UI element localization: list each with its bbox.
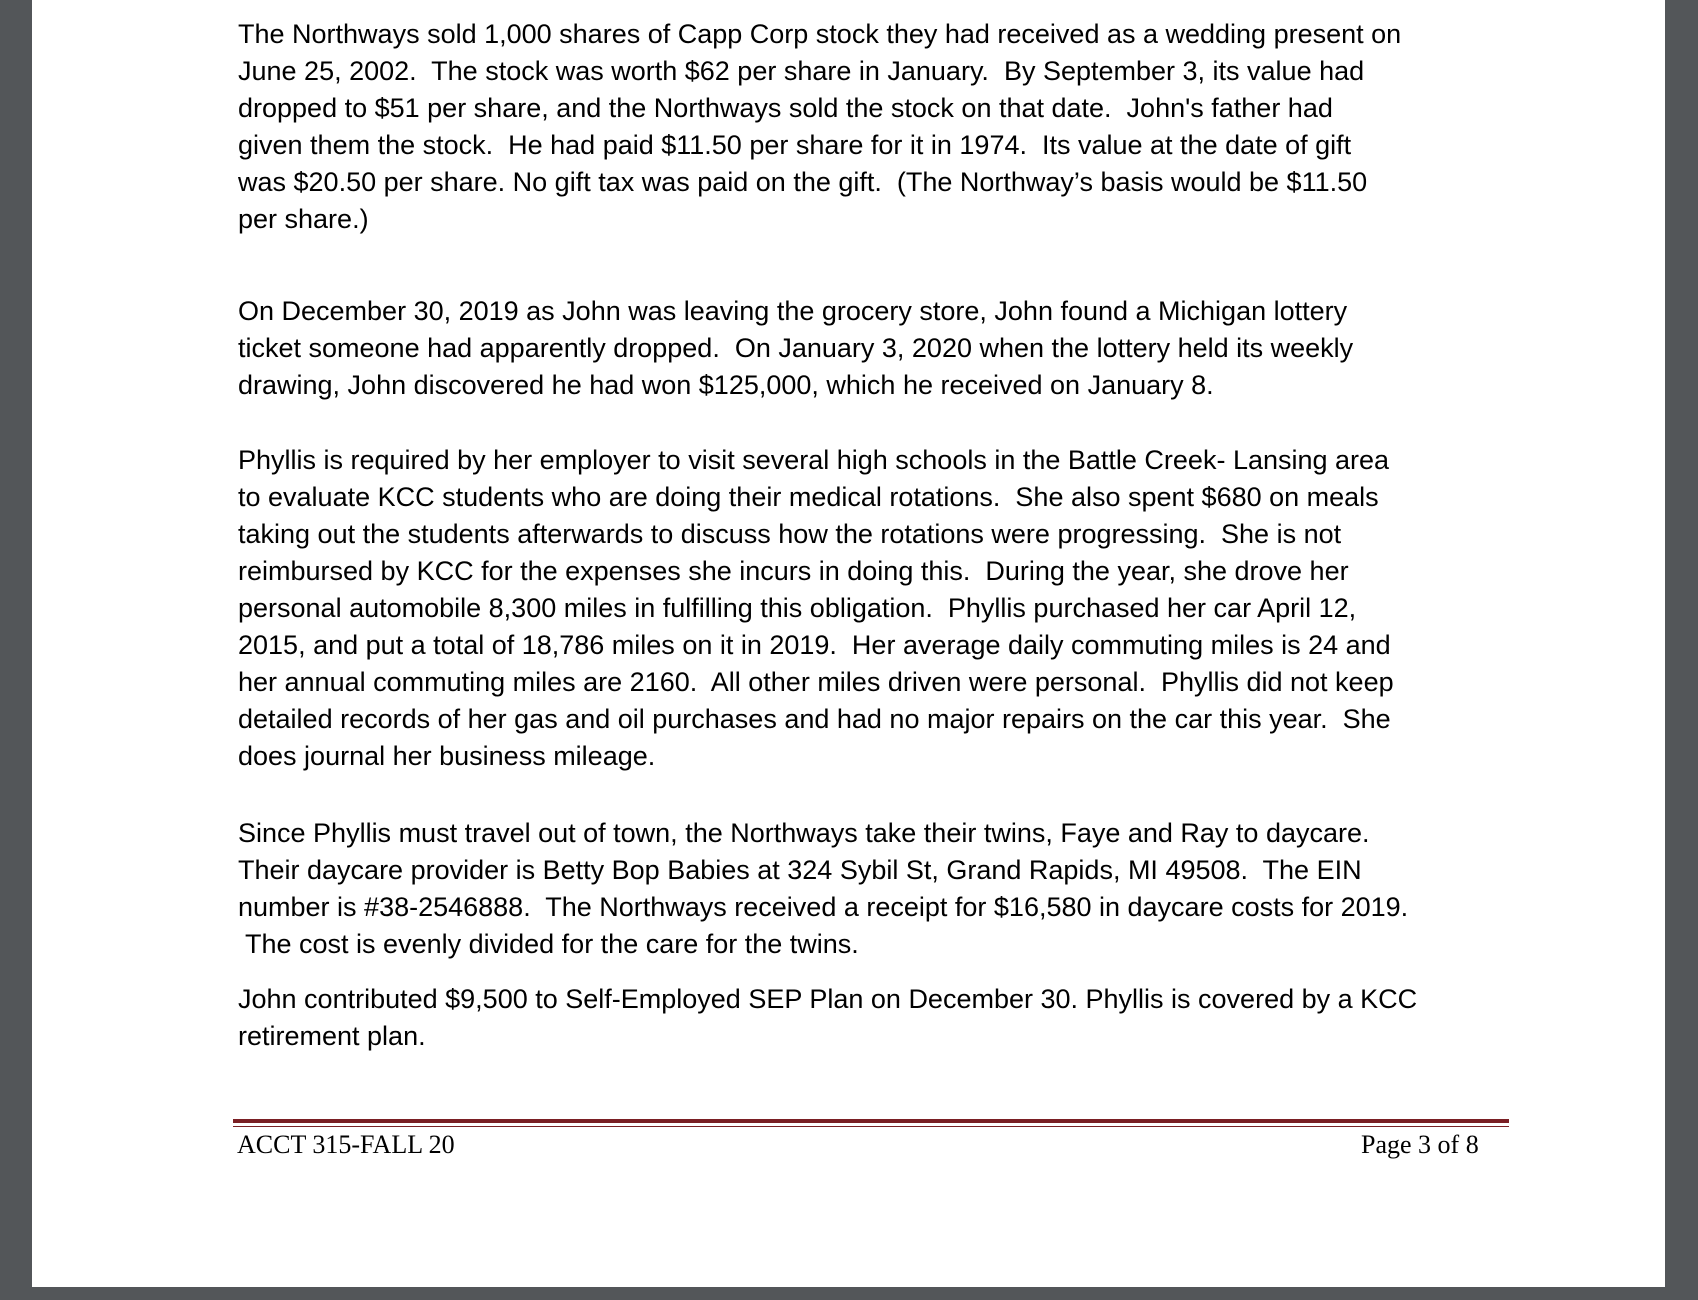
text-line: given them the stock. He had paid $11.50 per share for it in 1974. Its value at the date of gift: [238, 130, 1352, 160]
footer-page-number: Page 3 of 8: [1361, 1130, 1479, 1159]
text-line: June 25, 2002. The stock was worth $62 per share in January. By September 3, its value had: [238, 56, 1365, 86]
text-line: her annual commuting miles are 2160. All other miles driven were personal. Phyllis did not keep: [238, 667, 1394, 697]
text-line: dropped to $51 per share, and the Northways sold the stock on that date. John's father had: [238, 93, 1333, 123]
text-line: reimbursed by KCC for the expenses she incurs in doing this. During the year, she drove her: [238, 556, 1349, 586]
text-line: The Northways sold 1,000 shares of Capp Corp stock they had received as a wedding present on: [238, 19, 1402, 49]
text-line: Since Phyllis must travel out of town, the Northways take their twins, Faye and Ray to daycare.: [238, 818, 1370, 848]
text-line: drawing, John discovered he had won $125,000, which he received on January 8.: [238, 370, 1214, 400]
text-line: ticket someone had apparently dropped. On January 3, 2020 when the lottery held its weekly: [238, 333, 1354, 363]
paragraph-lottery: [238, 293, 1518, 404]
text-line: was $20.50 per share. No gift tax was paid on the gift. (The Northway’s basis would be $11.50: [238, 167, 1368, 197]
text-line: Their daycare provider is Betty Bop Babies at 324 Sybil St, Grand Rapids, MI 49508. The EIN: [238, 855, 1362, 885]
text-line: The cost is evenly divided for the care for the twins.: [238, 929, 859, 959]
text-line: retirement plan.: [238, 1021, 426, 1051]
paragraph-business-travel: [238, 442, 1518, 775]
text-line: John contributed $9,500 to Self-Employed SEP Plan on December 30. Phyllis is covered by a KCC: [238, 984, 1418, 1014]
text-line: 2015, and put a total of 18,786 miles on it in 2019. Her average daily commuting miles is 24 and: [238, 630, 1391, 660]
text-line: detailed records of her gas and oil purchases and had no major repairs on the car this year. She: [238, 704, 1391, 734]
text-line: taking out the students afterwards to discuss how the rotations were progressing. She is not: [238, 519, 1342, 549]
text-line: Phyllis is required by her employer to visit several high schools in the Battle Creek- Lansing area: [238, 445, 1390, 475]
paragraph-daycare: [238, 815, 1518, 963]
paragraph-stock-sale: [238, 16, 1518, 238]
text-line: per share.): [238, 204, 369, 234]
text-line: On December 30, 2019 as John was leaving the grocery store, John found a Michigan lottery: [238, 296, 1348, 326]
document-page: [32, 0, 1665, 1287]
text-line: does journal her business mileage.: [238, 741, 656, 771]
text-line: number is #38-2546888. The Northways received a receipt for $16,580 in daycare costs for 2019.: [238, 892, 1409, 922]
footer-divider: [233, 1119, 1509, 1127]
footer-course: ACCT 315-FALL 20: [237, 1130, 455, 1159]
text-line: to evaluate KCC students who are doing their medical rotations. She also spent $680 on meals: [238, 482, 1379, 512]
paragraph-retirement: [238, 981, 1518, 1055]
text-line: personal automobile 8,300 miles in fulfilling this obligation. Phyllis purchased her car April 12,: [238, 593, 1357, 623]
